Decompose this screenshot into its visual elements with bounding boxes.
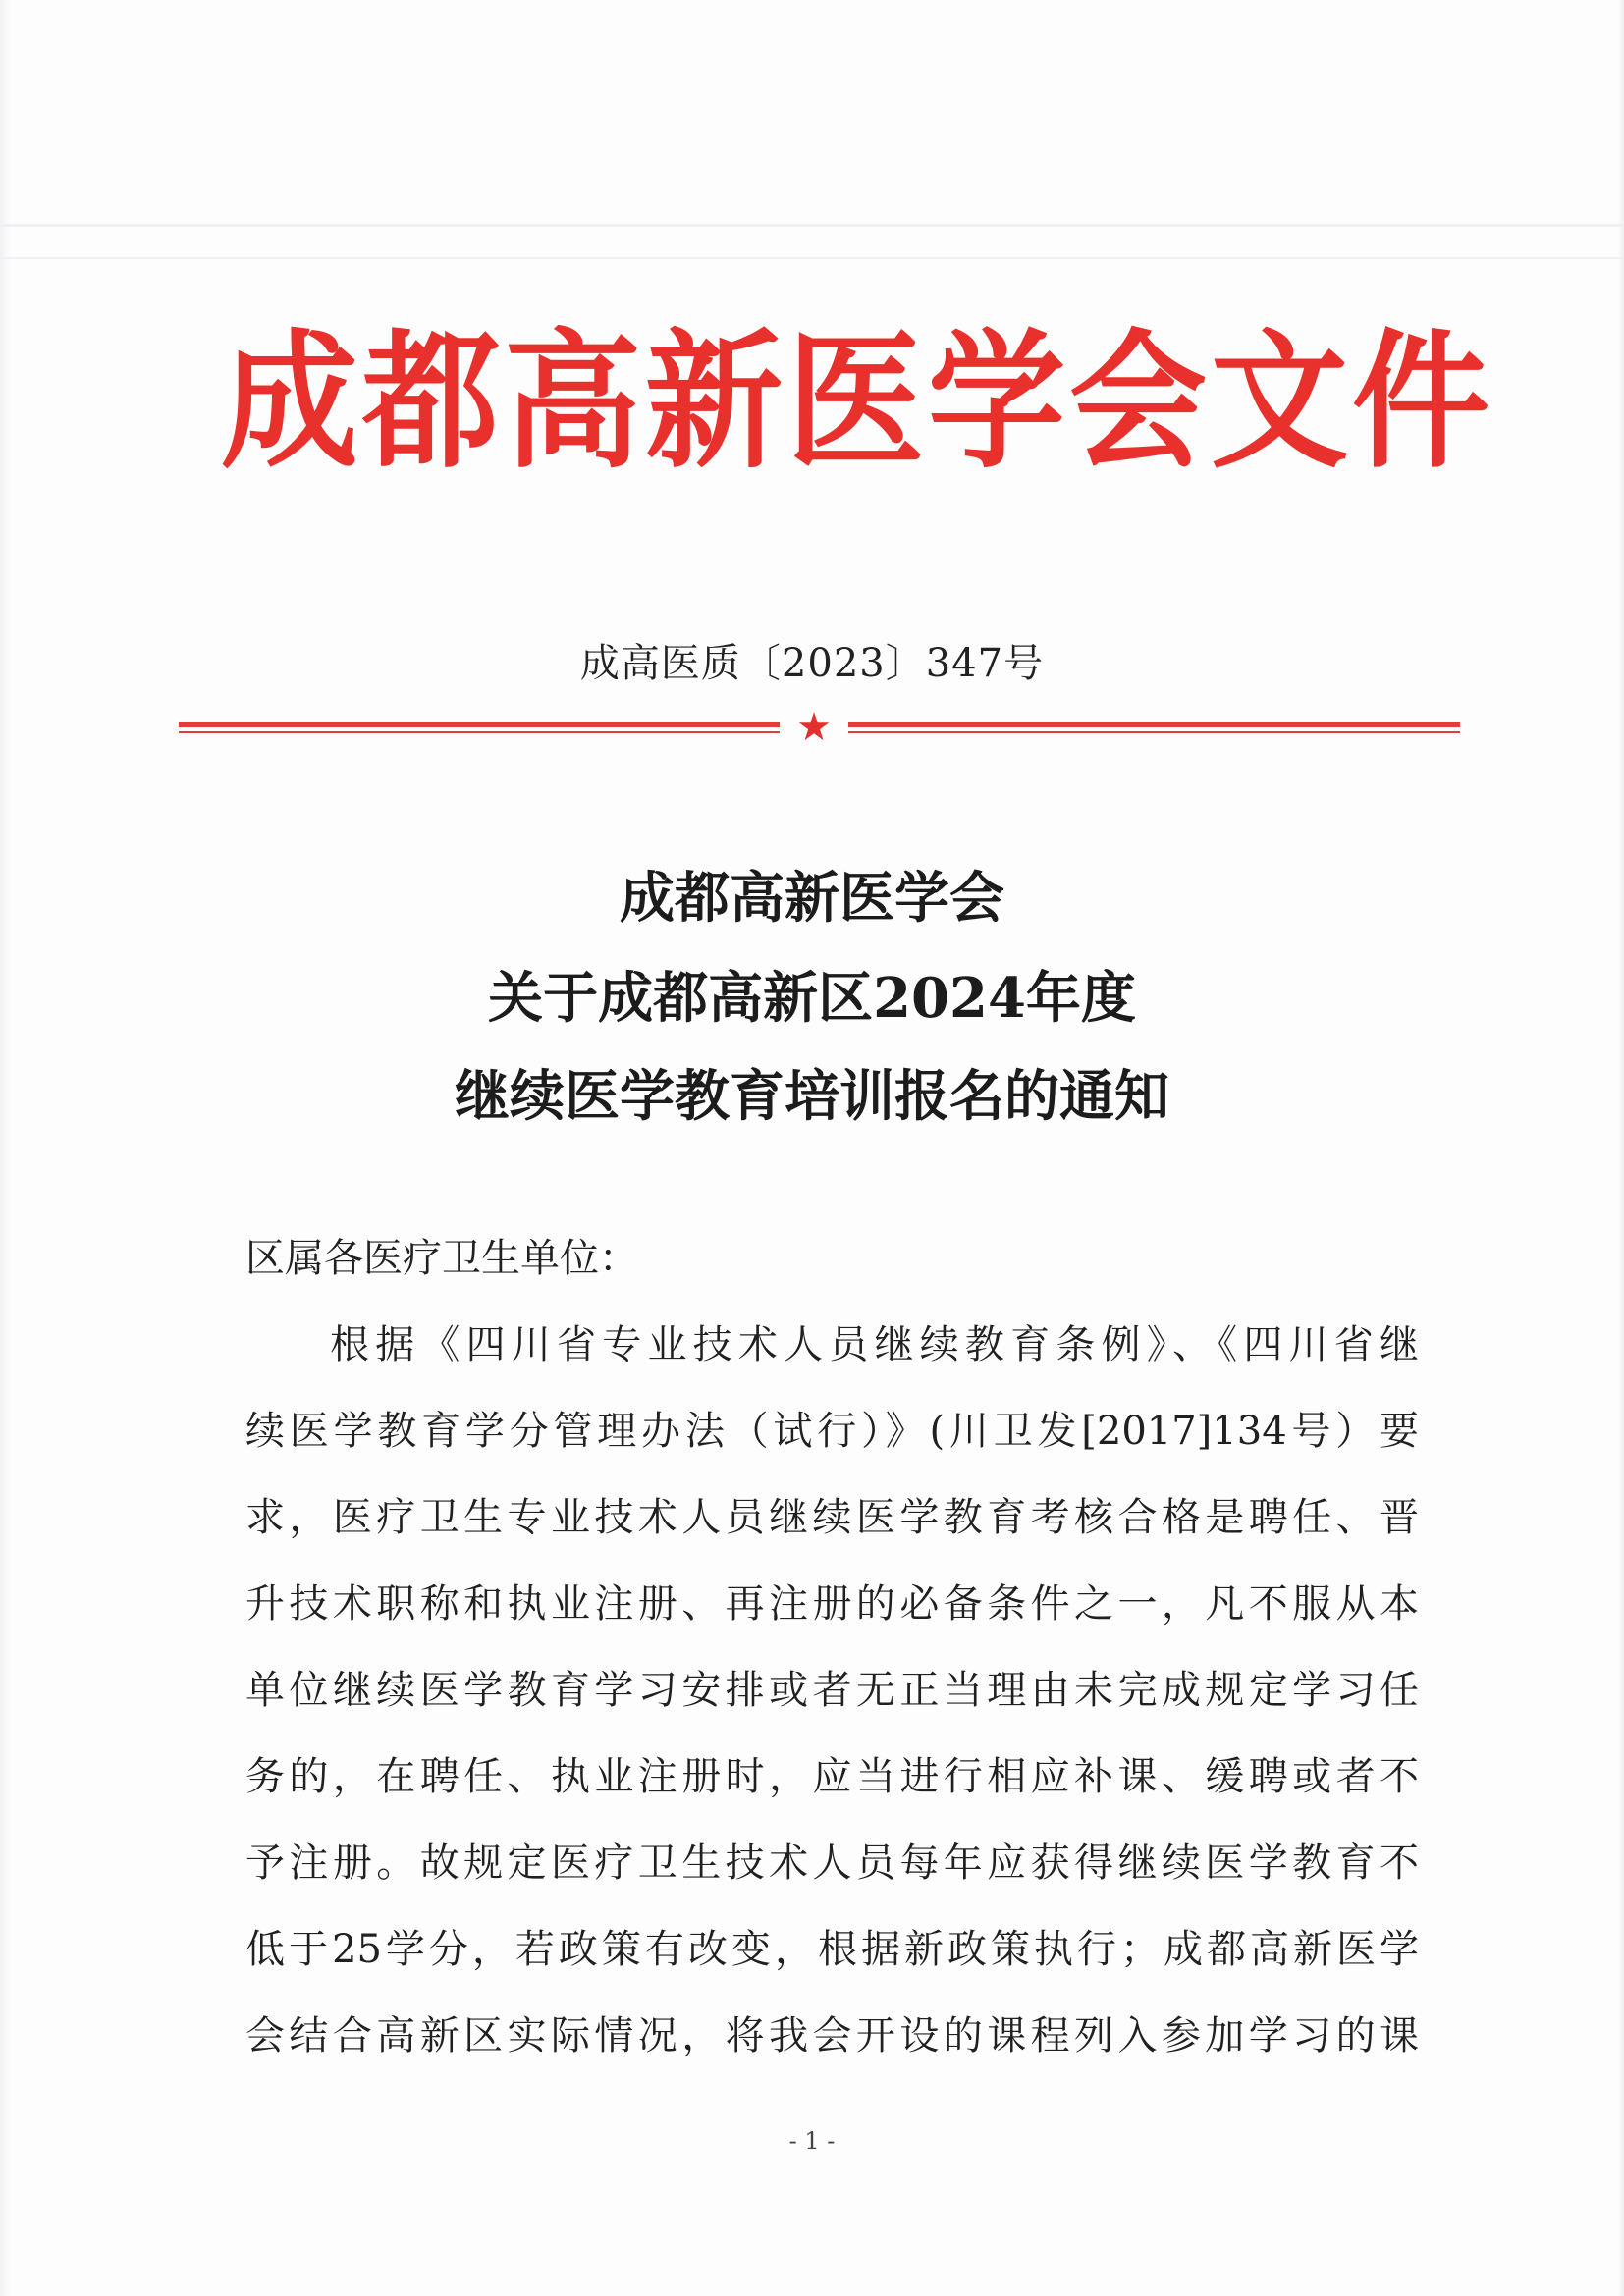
scan-edge-right: [1618, 0, 1624, 2296]
paragraph-line: 会结合高新区实际情况，将我会开设的课程列入参加学习的课: [245, 2013, 1419, 2058]
document-number: 成高医质〔2023〕347号: [579, 641, 1045, 686]
paragraph-line: 升技术职称和执业注册、再注册的必备条件之一，凡不服从本: [245, 1581, 1419, 1627]
red-header-title: 成都高新医学会文件: [221, 315, 1494, 490]
divider-bar-right-thin: [848, 731, 1460, 733]
paragraph-line: 根据《四川省专业技术人员继续教育条例》、《四川省继: [330, 1322, 1419, 1367]
paragraph-line: 予注册。故规定医疗卫生技术人员每年应获得继续医学教育不: [245, 1841, 1419, 1886]
paragraph-line: 单位继续医学教育学习安排或者无正当理由未完成规定学习任: [245, 1668, 1419, 1713]
paragraph-line: 求，医疗卫生专业技术人员继续医学教育考核合格是聘任、晋: [245, 1495, 1419, 1540]
scan-artifact-line: [0, 224, 1624, 227]
notice-title-line-3: 继续医学教育培训报名的通知: [455, 1064, 1169, 1129]
divider-bar-left-thin: [179, 731, 780, 733]
salutation: 区属各医疗卫生单位：: [245, 1236, 638, 1281]
scan-artifact-line: [0, 257, 1624, 259]
page-number: - 1 -: [788, 2127, 836, 2155]
paragraph-line: 低于25学分，若政策有改变，根据新政策执行；成都高新医学: [245, 1927, 1419, 1972]
notice-title-line-2: 关于成都高新区2024年度: [488, 966, 1136, 1031]
red-divider: [179, 705, 1460, 750]
divider-bar-right: [848, 722, 1460, 727]
notice-title-line-1: 成都高新医学会: [620, 866, 1004, 931]
scan-edge-left: [0, 0, 10, 2296]
paragraph-line: 务的，在聘任、执业注册时，应当进行相应补课、缓聘或者不: [245, 1754, 1419, 1799]
star-icon: ★: [796, 705, 832, 750]
paragraph-line: 续医学教育学分管理办法（试行）》(川卫发[2017]134号）要: [245, 1409, 1419, 1454]
divider-bar-left: [179, 722, 780, 727]
